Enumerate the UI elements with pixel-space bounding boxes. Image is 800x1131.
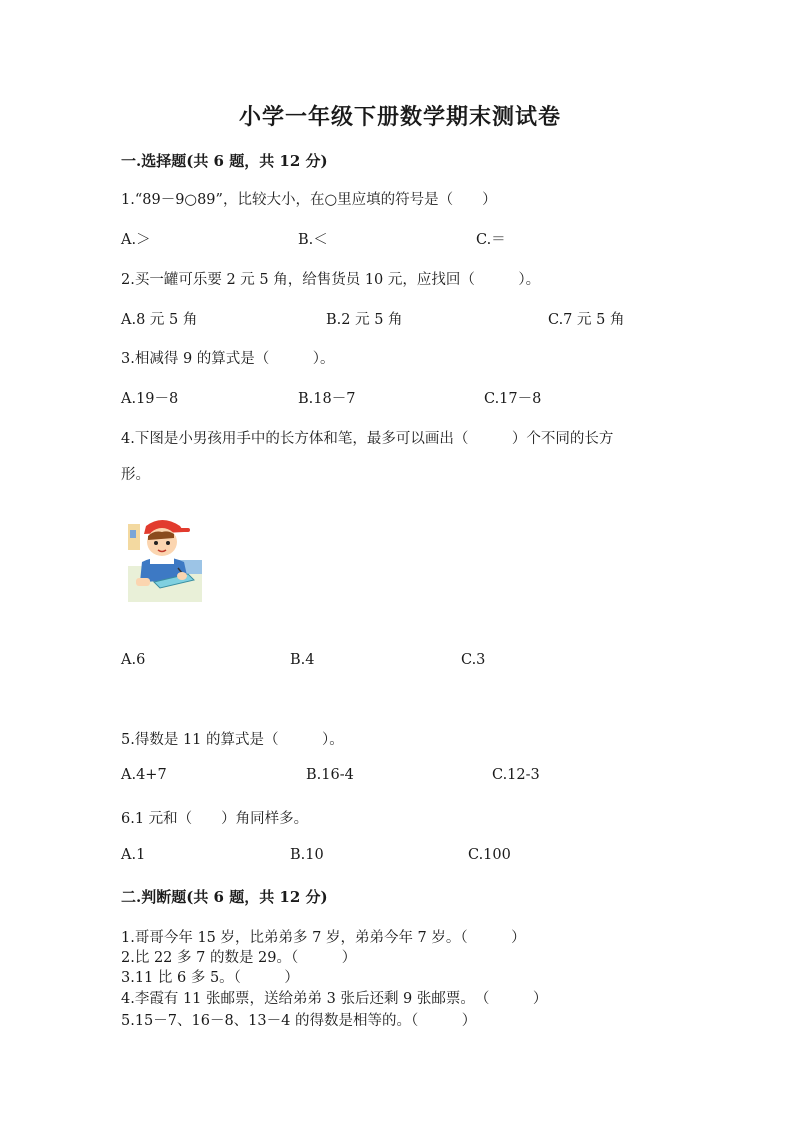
true-false-item-3: 3.11 比 6 多 5。（ ） — [121, 970, 299, 986]
question-2: 2.买一罐可乐要 2 元 5 角，给售货员 10 元，应找回（ ）。 — [121, 272, 541, 288]
q4-option-c: C.3 — [461, 652, 486, 668]
question-5: 5.得数是 11 的算式是（ ）。 — [121, 732, 344, 748]
q4-option-a: A.6 — [121, 652, 146, 668]
q3-option-a: A.19－8 — [121, 391, 179, 407]
question-1: 1.“89－9○89”，比较大小，在○里应填的符号是（ ） — [121, 192, 497, 208]
q3-option-b: B.18－7 — [298, 391, 356, 407]
q1-option-c: C.＝ — [476, 232, 506, 248]
q4-option-b: B.4 — [290, 652, 315, 668]
page-title: 小学一年级下册数学期末测试卷 — [238, 104, 561, 130]
q1-option-a: A.＞ — [121, 232, 151, 248]
q6-option-a: A.1 — [121, 847, 146, 863]
q3-option-c: C.17－8 — [484, 391, 542, 407]
question-4-line-2: 形。 — [121, 467, 150, 483]
q2-option-c: C.7 元 5 角 — [548, 312, 625, 328]
q5-option-b: B.16-4 — [306, 767, 354, 783]
q5-option-a: A.4+7 — [121, 767, 167, 783]
true-false-item-4: 4.李霞有 11 张邮票，送给弟弟 3 张后还剩 9 张邮票。 （ ） — [121, 991, 548, 1007]
q2-option-b: B.2 元 5 角 — [326, 312, 403, 328]
q1-option-b: B.＜ — [298, 232, 328, 248]
question-3: 3.相减得 9 的算式是（ ）。 — [121, 351, 335, 367]
boy-with-box-illustration — [128, 516, 202, 602]
q5-option-c: C.12-3 — [492, 767, 540, 783]
question-6: 6.1 元和（ ）角同样多。 — [121, 811, 309, 827]
section-heading-true-false: 二.判断题(共 6 题，共 12 分) — [121, 888, 328, 906]
question-4-line-1: 4.下图是小男孩用手中的长方体和笔，最多可以画出（ ）个不同的长方 — [121, 431, 614, 447]
q6-option-c: C.100 — [468, 847, 511, 863]
true-false-item-2: 2.比 22 多 7 的数是 29。（ ） — [121, 950, 357, 966]
section-heading-choice: 一.选择题(共 6 题，共 12 分) — [121, 152, 328, 170]
q6-option-b: B.10 — [290, 847, 324, 863]
q2-option-a: A.8 元 5 角 — [121, 312, 198, 328]
true-false-item-1: 1.哥哥今年 15 岁，比弟弟多 7 岁，弟弟今年 7 岁。（ ） — [121, 930, 526, 946]
true-false-item-5: 5.15－7、16－8、13－4 的得数是相等的。（ ） — [121, 1013, 477, 1029]
